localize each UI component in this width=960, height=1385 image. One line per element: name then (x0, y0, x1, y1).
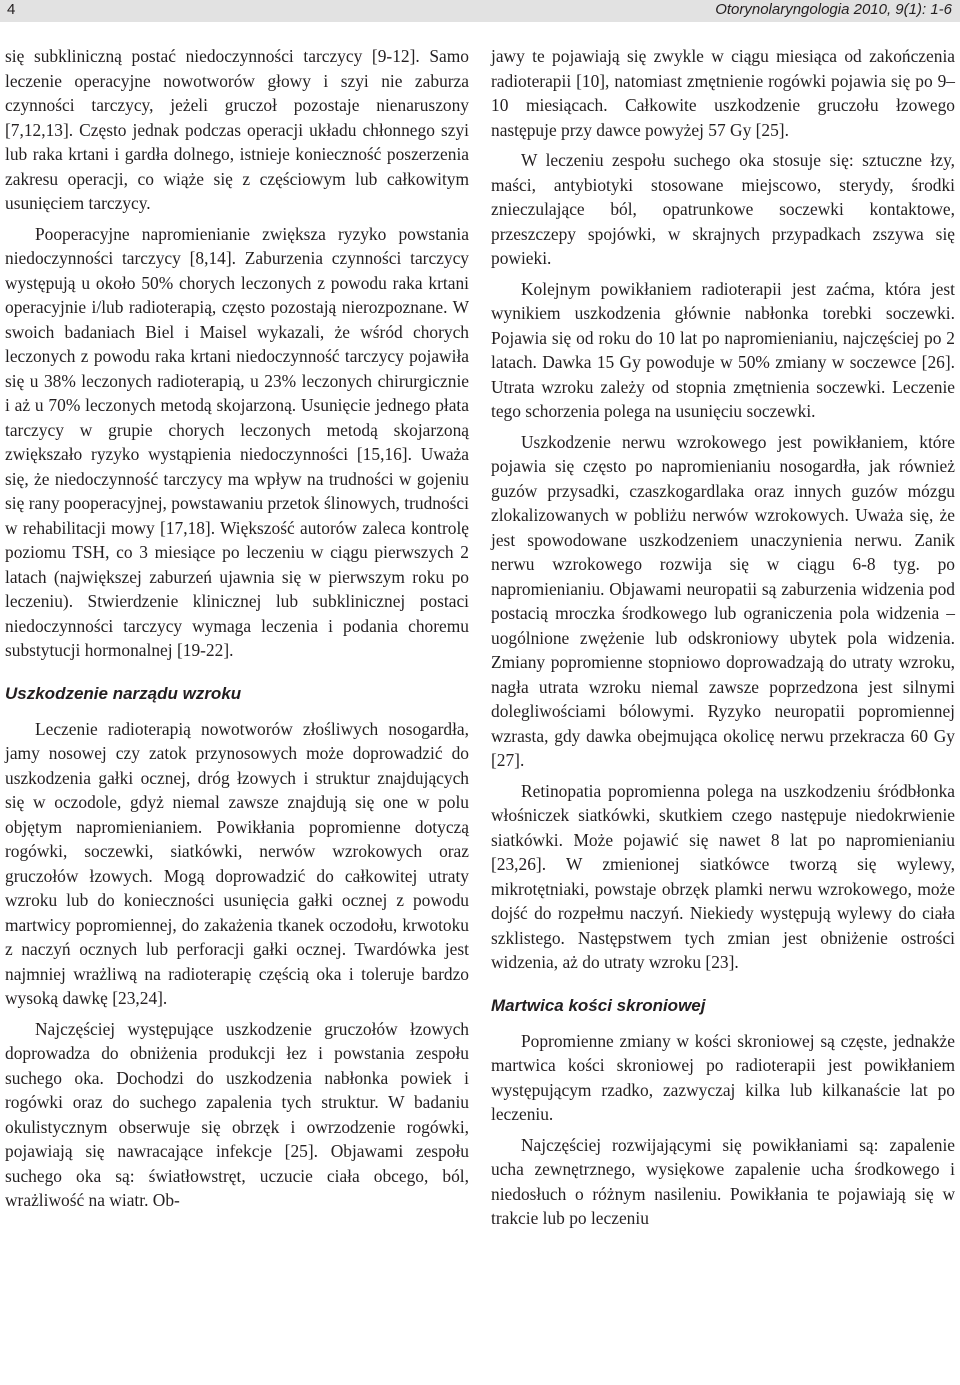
paragraph: Popromienne zmiany w kości skroniowej są częste, jednakże martwica kości skroniowej po radioterapii jest powikłaniem występującym rzadko, zazwyczaj kilka lub kilkanaście lat po leczeniu. (491, 1030, 955, 1124)
right-column (491, 44, 955, 1237)
paragraph: Pooperacyjne napromienianie zwiększa ryzyko powstania niedoczynności tarczycy [8,14]. Zaburzenia czynności tarczycy występują u około 50% chorych leczonych z powodu raka krtani operacyjnie i/lub radioterapią, często pozostają nierozpoznane. W swoich badaniach Biel i Maisel wykazali, że wśród chorych leczonych z powodu raka krtani niedoczynność tarczycy pojawiła się u 38% leczonych radioterapią, u 23% leczonych chirurgicznie i aż u 70% leczonych metodą skojarzoną. Usunięcie jednego płata tarczycy w grupie chorych leczonych metodą skojarzoną zwiększało ryzyko wystąpienia niedoczynności [15,16]. Uważa się, że niedoczynność tarczycy ma wpływ na trudności w gojeniu się rany pooperacyjnej, powstawaniu przetok ślinowych, trudności w rehabilitacji mowy [17,18]. Większość autorów zaleca kontrolę poziomu TSH, co 3 miesiące po leczeniu w ciągu pierwszych 2 latach (największej zaburzeń ujawnia się w pierwszym roku po leczeniu). Stwierdzenie klinicznej lub subklinicznej postaci niedoczynności tarczycy wymaga leczenia i podania choremu substytucji hormonalnej [19-22]. (5, 223, 469, 660)
paragraph: Najczęściej rozwijającymi się powikłaniami są: zapalenie ucha zewnętrznego, wysiękowe zapalenie ucha środkowego i niedosłuch o różnym nasileniu. Powikłania te pojawiają się w trakcie lub po leczeniu (491, 1134, 955, 1228)
section-heading: Uszkodzenie narządu wzroku (5, 683, 242, 703)
page-number: 4 (7, 1, 16, 18)
paragraph: się subkliniczną postać niedoczynności tarczycy [9-12]. Samo leczenie operacyjne nowotworów głowy i szyi nie zaburza czynności tarczycy, jeżeli gruczoł pozostaje nienaruszony [7,12,13]. Często jednak podczas operacji układu chłonnego szyi lub raka krtani i gardła dolnego, istnieje konieczność poszerzenia zakresu operacji, co wiąże się z częściowym lub całkowitym usunięciem tarczycy. (5, 46, 469, 213)
paragraph: jawy te pojawiają się zwykle w ciągu miesiąca od zakończenia radioterapii [10], natomiast zmętnienie rogówki pojawia się po 9–10 miesiącach. Całkowite uszkodzenie gruczołu łzowego następuje przy dawce powyżej 57 Gy [25]. (491, 46, 955, 140)
paragraph: Kolejnym powikłaniem radioterapii jest zaćma, która jest wynikiem uszkodzenia głównie nabłonka torebki soczewki. Pojawia się od roku do 10 lat po napromienianiu, najczęściej po 2 latach. Dawka 15 Gy powoduje w 50% zmiany w soczewce [26]. Utrata wzroku zależy od stopnia zmętnienia soczewki. Leczenie tego schorzenia polega na usunięciu soczewki. (491, 278, 955, 421)
paragraph: Najczęściej występujące uszkodzenie gruczołów łzowych doprowadza do obniżenia produkcji łez i powstania zespołu suchego oka. Dochodzi do uszkodzenia nabłonka powiek i rogówki oraz do suchego zapalenia tych struktur. W badaniu okulistycznym obserwuje się obrzęk i owrzodzenie rogówki, pojawiają się nawracające infekcje [25]. Objawami zespołu suchego oka są: światłowstręt, uczucie ciała obcego, ból, wrażliwość na wiatr. Ob- (5, 1018, 469, 1210)
journal-citation: Otorynolaryngologia 2010, 9(1): 1-6 (715, 1, 952, 18)
left-column (5, 44, 469, 1219)
page-header (0, 0, 960, 22)
paragraph: Uszkodzenie nerwu wzrokowego jest powikłaniem, które pojawia się często po napromienianiu nosogardła, jak również guzów przysadki, czaszkogardlaka oraz innych guzów mózgu zlokalizowanych w pobliżu nerwów wzrokowych. Uważa się, że jest spowodowane uszkodzeniem unaczynienia nerwu. Zanik nerwu wzrokowego rozwija się w ciągu 6-8 tyg. po napromienianiu. Objawami neuropatii są zaburzenia widzenia pod postacią mroczka środkowego lub ograniczenia pola widzenia – uogólnione zwężenie lub odskroniowy ubytek pola widzenia. Zmiany popromienne stopniowo doprowadzają do utraty wzroku, nagła utrata wzroku niemal zawsze poprzedzona jest silnymi dolegliwościami bólowymi. Ryzyko neuropatii popromiennej wzrasta, gdy dawka obejmująca okolicę nerwu przekracza 60 Gy [27]. (491, 431, 955, 770)
section-heading: Martwica kości skroniowej (491, 995, 706, 1015)
paragraph: W leczeniu zespołu suchego oka stosuje się: sztuczne łzy, maści, antybiotyki stosowane miejscowo, sterydy, środki znieczulające ból, opatrunkowe soczewki kontaktowe, przeszczepy spojówki, w skrajnych przypadkach zszywa się powieki. (491, 150, 955, 268)
paragraph: Leczenie radioterapią nowotworów złośliwych nosogardła, jamy nosowej czy zatok przynosowych może doprowadzić do uszkodzenia gałki ocznej, dróg łzowych i struktur znajdujących się w oczodole, gdyż niemal zawsze znajdują się one w polu objętym napromienianiem. Powikłania popromienne dotyczą rogówki, soczewki, siatkówki, nerwów wzrokowych oraz gruczołów łzowych. Mogą doprowadzić do całkowitej utraty wzroku lub do konieczności usunięcia gałki ocznej z powodu martwicy popromiennej, do zakażenia tkanek oczodołu, krwotoku z naczyń ocznych lub perforacji gałki ocznej. Twardówka jest najmniej wrażliwą na radioterapię częścią oka i toleruje bardzo wysoką dawkę [23,24]. (5, 718, 469, 1008)
paragraph: Retinopatia popromienna polega na uszkodzeniu śródbłonka włośniczek siatkówki, skutkiem czego następuje niedokrwienie siatkówki. Może pojawić się nawet 8 lat po napromienianiu [23,26]. W zmienionej siatkówce tworzą się wylewy, mikrotętniaki, powstaje obrzęk plamki nerwu wzrokowego, może dojść do rozpełmu naczyń. Niekiedy występują wylewy do ciała szklistego. Następstwem tych zmian jest obniżenie ostrości widzenia, aż do utraty wzroku [23]. (491, 780, 955, 972)
